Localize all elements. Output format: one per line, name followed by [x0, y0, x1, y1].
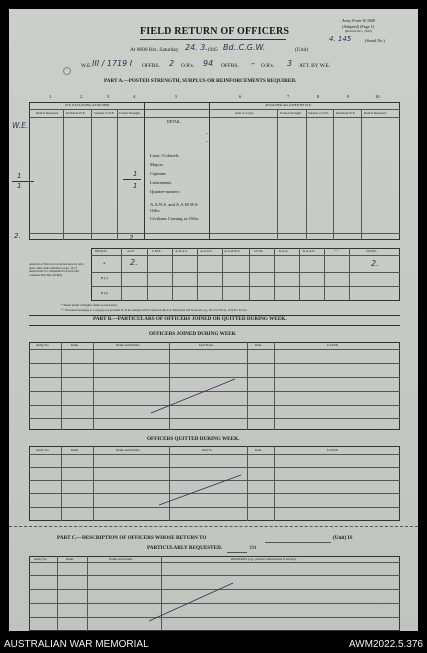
joined-header: Date. — [255, 343, 263, 347]
joined-header: Name and Initials. — [116, 343, 141, 347]
part-c-header: Name and Initials. — [109, 557, 134, 561]
analysis-note: Analysis of Part A to be shown here by ALL units. Only units entitled to para. 10 of instructions for compilation of form will complete Part B(1) & B(2). — [29, 262, 84, 277]
group-we-header: W.E. EXCLUDING ATTACHED. — [65, 103, 111, 107]
captains-posted: 1 — [133, 170, 138, 178]
footnote: * Insert detail of higher ranks as necessary. — [61, 303, 118, 307]
strike-through-line — [157, 471, 247, 507]
analysis-aif-value: 2. — [130, 258, 138, 267]
sub-header: Rein'ts Required. — [36, 111, 59, 115]
strike-through-line — [147, 579, 237, 623]
detail-header: DETAIL. — [167, 120, 182, 124]
form-title: FIELD RETURN OF OFFICERS — [140, 26, 290, 37]
analysis-header: * * — [334, 249, 339, 253]
form-sheet — [9, 9, 418, 631]
sub-header: Arm or Corps. — [235, 111, 255, 115]
year-printed: 1945 — [207, 47, 218, 53]
unit-label: (Unit) — [295, 47, 309, 53]
lieutenants-posted: 1 — [133, 182, 138, 190]
analysis-header: A.W.A.S. — [175, 249, 188, 253]
col-number: 4 — [133, 94, 136, 99]
date-value: 24. 3. — [185, 43, 208, 52]
posted-total: 2. — [129, 234, 136, 242]
part-b-heading: PART B.—PARTICULARS OF OFFICERS JOINED OR QUITTED DURING WEEK. — [93, 316, 287, 322]
part-c-heading: PART C.—DESCRIPTION OF OFFICERS WHOSE RETURN TO — [57, 535, 207, 541]
margin-we: W.E. — [12, 121, 29, 130]
sub-header: Posted Strength. — [280, 111, 302, 115]
form-ref-line3: (Revised Oct., 1943) — [345, 29, 372, 33]
joined-header: Rank. — [71, 343, 79, 347]
joined-header: Army No. — [36, 343, 50, 347]
sub-header: Surplus to W.E. — [94, 111, 115, 115]
strike-through-line — [149, 375, 239, 415]
part-c-header: Rank. — [66, 557, 74, 561]
star-mark: * — [206, 132, 208, 136]
part-c-heading-line2: PARTICULARLY REQUESTED. — [147, 545, 223, 551]
sub-header: Rein'ts Required. — [364, 111, 387, 115]
rank-label: Majors — [150, 162, 164, 167]
we-value: III / 1719 I — [92, 59, 133, 68]
analysis-total-value: 2. — [371, 259, 379, 268]
rank-label: Civilians Coming as Offrs. — [150, 216, 200, 221]
rank-label: Quarter-masters — [150, 189, 180, 194]
rank-label: Lieut.-Colonels — [150, 153, 179, 158]
quitted-header: Name and Initials. — [116, 448, 141, 452]
star-mark: * — [206, 140, 208, 144]
sub-header: Posted Strength. — [119, 111, 141, 115]
analysis-header: TOTAL. — [366, 249, 378, 253]
serial-no-label: (Serial No.) — [365, 38, 385, 43]
analysis-header: C.M.F. — [152, 249, 162, 253]
col-number: 10 — [375, 94, 380, 99]
unit-value: Bd..C.G.W. — [223, 43, 266, 52]
part-c-unit-label: (Unit) IS — [333, 535, 353, 541]
joined-header: CAUSE. — [327, 343, 339, 347]
part-a-table — [29, 102, 400, 240]
form-ref-line1: Army Form W.3008 — [342, 18, 375, 23]
serial-no-value: 4. 145 — [329, 35, 352, 43]
ors-value: 94 — [203, 59, 214, 68]
margin-one-a: 1 — [17, 172, 22, 180]
analysis-header: R.A.N. — [279, 249, 289, 253]
col-number: 5 — [175, 94, 178, 99]
rank-label: Lieutenants — [150, 180, 172, 185]
ors-label: O.R's. — [181, 63, 195, 69]
offrs2-value: – — [251, 59, 255, 68]
col-number: 3 — [107, 94, 110, 99]
col-number: 6 — [239, 94, 242, 99]
att-label: ATT. BY W.E. — [299, 63, 331, 69]
margin-total: 2. — [14, 232, 21, 240]
quitted-header: Rank. — [71, 448, 79, 452]
quitted-header: CAUSE. — [327, 448, 339, 452]
sub-header: Surplus to W.E. — [308, 111, 329, 115]
part-c-year: 194 — [249, 546, 257, 551]
col-number: 2 — [80, 94, 83, 99]
part-c-header: REMARKS (e.g., present whereabouts if known). — [231, 557, 297, 561]
analysis-row-label: B (1) — [101, 276, 108, 280]
sub-header: Deficient W.E. — [336, 111, 356, 115]
offrs-label: OFFRS. — [142, 63, 160, 69]
offrs-value: 2 — [169, 59, 175, 68]
footnote: * * Personnel belonging to a category not provided for in the analysis will be shown in this Col. Particulars will be shown, e.g., 20 U.S. Forces, 10 N.E.I. Forces. — [61, 308, 248, 312]
analysis-header: CIVIL. — [254, 249, 264, 253]
footer-accession: AWM2022.5.376 — [348, 639, 423, 650]
form-ref-line2: (Adapted) (Page 1) — [342, 24, 375, 29]
quitted-header: Unit To. — [202, 448, 213, 452]
analysis-row-label: A. — [103, 261, 107, 265]
ors2-label: O.R's. — [261, 63, 275, 69]
punch-hole — [63, 67, 71, 75]
joined-header: Unit From. — [199, 343, 214, 347]
rank-label: A.A.N.S. and A.A.M.W.S. Offrs. — [150, 202, 199, 213]
quitted-header: Army No. — [36, 448, 50, 452]
part-a-heading: PART A.—POSTED STRENGTH, SURPLUS OR REINFORCEMENTS REQUIRED. — [104, 78, 297, 84]
col-number: 1 — [49, 94, 52, 99]
offrs2-label: OFFRS. — [221, 63, 239, 69]
footer-source: AUSTRALIAN WAR MEMORIAL — [4, 639, 149, 650]
rank-label: Captains — [150, 171, 167, 176]
joined-heading: OFFICERS JOINED DURING WEEK — [149, 331, 236, 337]
sub-header: Deficient W.E. — [66, 111, 86, 115]
col-number: 7 — [287, 94, 290, 99]
part-c-header: Army No. — [34, 557, 48, 561]
analysis-row-label: B (2) — [101, 291, 108, 295]
margin-one-b: 1 — [17, 182, 22, 190]
quitted-heading: OFFICERS QUITTED DURING WEEK. — [147, 436, 240, 442]
group-att-header: ATTACHED ALLOWED BY W.E. — [265, 103, 312, 107]
ors2-value: 3 — [287, 59, 293, 68]
analysis-header: R.A.A.F. — [303, 249, 315, 253]
analysis-header: A.I.F. — [127, 249, 135, 253]
at-label: At 0600 Hrs. Saturday — [130, 47, 179, 53]
col-number: 9 — [347, 94, 350, 99]
col-number: 8 — [317, 94, 320, 99]
analysis-header: DETAIL. — [95, 249, 108, 253]
we-label: W.E. — [81, 63, 92, 69]
analysis-header: A.A.M.W.S. — [224, 249, 241, 253]
quitted-header: Date. — [255, 448, 263, 452]
analysis-header: A.A.N.S. — [200, 249, 213, 253]
archive-footer — [0, 634, 427, 653]
